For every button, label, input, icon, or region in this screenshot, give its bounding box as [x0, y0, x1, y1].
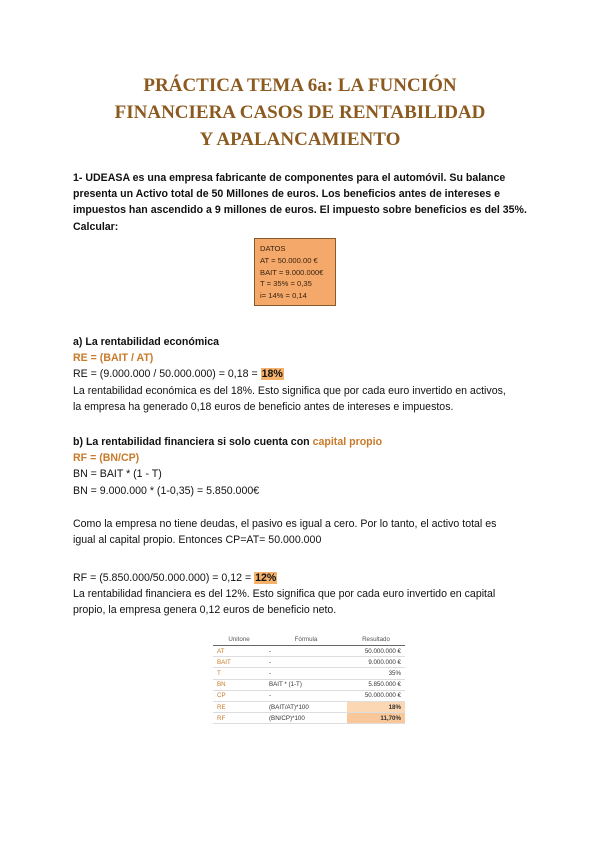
re-calc-text: RE = (9.000.000 / 50.000.000) = 0,18 =	[73, 368, 261, 381]
section-b-heading-capital: capital propio	[312, 436, 383, 448]
table-row	[213, 679, 405, 690]
re-calculation	[73, 366, 533, 382]
re-explanation-2: la empresa ha generado 0,18 euros de beneficio antes de intereses e impuestos.	[73, 400, 454, 413]
section-b-heading	[73, 434, 533, 450]
rf-formula: RF = (BN/CP)	[73, 452, 140, 465]
section-b-heading-text: b) La rentabilidad financiera si solo cuenta con	[73, 436, 313, 448]
title-line-1: PRÁCTICA TEMA 6a: LA FUNCIÓN	[143, 75, 457, 96]
problem-statement	[73, 170, 533, 235]
table-row	[213, 668, 405, 679]
rf-block	[73, 570, 533, 619]
table-header-row	[213, 634, 405, 646]
table-row	[213, 701, 405, 712]
datos-at: AT = 50.000.00 €	[260, 255, 318, 265]
datos-i: i= 14% = 0,14	[260, 291, 307, 301]
cell-formula: BAIT * (1-T)	[265, 679, 347, 690]
re-formula: RE = (BAIT / AT)	[73, 352, 154, 365]
bn-formula: BN = BAIT * (1 - T)	[73, 468, 162, 481]
cp-line-1: Como la empresa no tiene deudas, el pasivo es igual a cero. Por lo tanto, el activo total es	[73, 518, 497, 530]
page-title	[0, 72, 600, 153]
intro-line-3: impuestos han ascendido a 9 millones de euros. El impuesto sobre beneficios es del 35%.	[73, 204, 527, 217]
cell-unit: BAIT	[213, 657, 265, 668]
table-row	[213, 657, 405, 668]
cp-explanation	[73, 516, 533, 548]
table-row	[213, 646, 405, 657]
header-unitone: Unitone	[213, 634, 265, 646]
cell-formula: -	[265, 646, 347, 657]
cp-line-2: igual al capital propio. Entonces CP=AT= 50.000.000	[73, 534, 322, 547]
re-explanation-1: La rentabilidad económica es del 18%. Esto significa que por cada euro invertido en activos,	[73, 384, 506, 397]
intro-line-1: 1- UDEASA es una empresa fabricante de componentes para el automóvil. Su balance	[73, 172, 506, 184]
rf-calc-text: RF = (5.850.000/50.000.000) = 0,12 =	[73, 572, 255, 584]
cell-result: 35%	[347, 668, 405, 679]
bn-calculation: BN = 9.000.000 * (1-0,35) = 5.850.000€	[73, 484, 260, 497]
cell-unit: CP	[213, 690, 265, 701]
cell-formula: -	[265, 668, 347, 679]
rf-explanation-2: propio, la empresa genera 0,12 euros de beneficio neto.	[73, 604, 337, 617]
section-b	[73, 434, 533, 499]
cell-result: 50.000.000 €	[347, 646, 405, 657]
cell-result: 11,70%	[347, 713, 405, 724]
cell-unit: T	[213, 668, 265, 679]
section-a	[73, 334, 533, 415]
rf-explanation-1: La rentabilidad financiera es del 12%. Esto significa que por cada euro invertido en capital	[73, 588, 496, 601]
datos-t: T = 35% = 0,35	[260, 279, 312, 289]
results-table	[213, 634, 405, 724]
table-row	[213, 713, 405, 724]
header-resultado: Resultado	[347, 634, 405, 646]
cell-formula: (BN/CP)*100	[265, 713, 347, 724]
table-row	[213, 690, 405, 701]
cell-result: 18%	[347, 701, 405, 712]
cell-unit: AT	[213, 646, 265, 657]
cell-formula: -	[265, 657, 347, 668]
cell-unit: RE	[213, 701, 265, 712]
cell-unit: BN	[213, 679, 265, 690]
rf-result: 12%	[255, 572, 277, 584]
datos-bait: BAIT = 9.000.000€	[260, 267, 324, 277]
title-line-2: FINANCIERA CASOS DE RENTABILIDAD	[114, 102, 486, 123]
intro-line-4: Calcular:	[73, 220, 119, 233]
cell-formula: -	[265, 690, 347, 701]
rf-calculation	[73, 570, 533, 586]
cell-formula: (BAIT/AT)*100	[265, 701, 347, 712]
datos-label: DATOS	[260, 244, 286, 253]
cell-result: 5.850.000 €	[347, 679, 405, 690]
cell-result: 9.000.000 €	[347, 657, 405, 668]
re-result: 18%	[261, 368, 283, 381]
title-line-3: Y APALANCAMIENTO	[199, 129, 401, 150]
cell-result: 50.000.000 €	[347, 690, 405, 701]
header-formula: Fórmula	[265, 634, 347, 646]
datos-box	[254, 238, 336, 306]
section-a-heading: a) La rentabilidad económica	[73, 336, 219, 348]
intro-line-2: presenta un Activo total de 50 Millones de euros. Los beneficios antes de intereses e	[73, 188, 501, 201]
cell-unit: RF	[213, 713, 265, 724]
